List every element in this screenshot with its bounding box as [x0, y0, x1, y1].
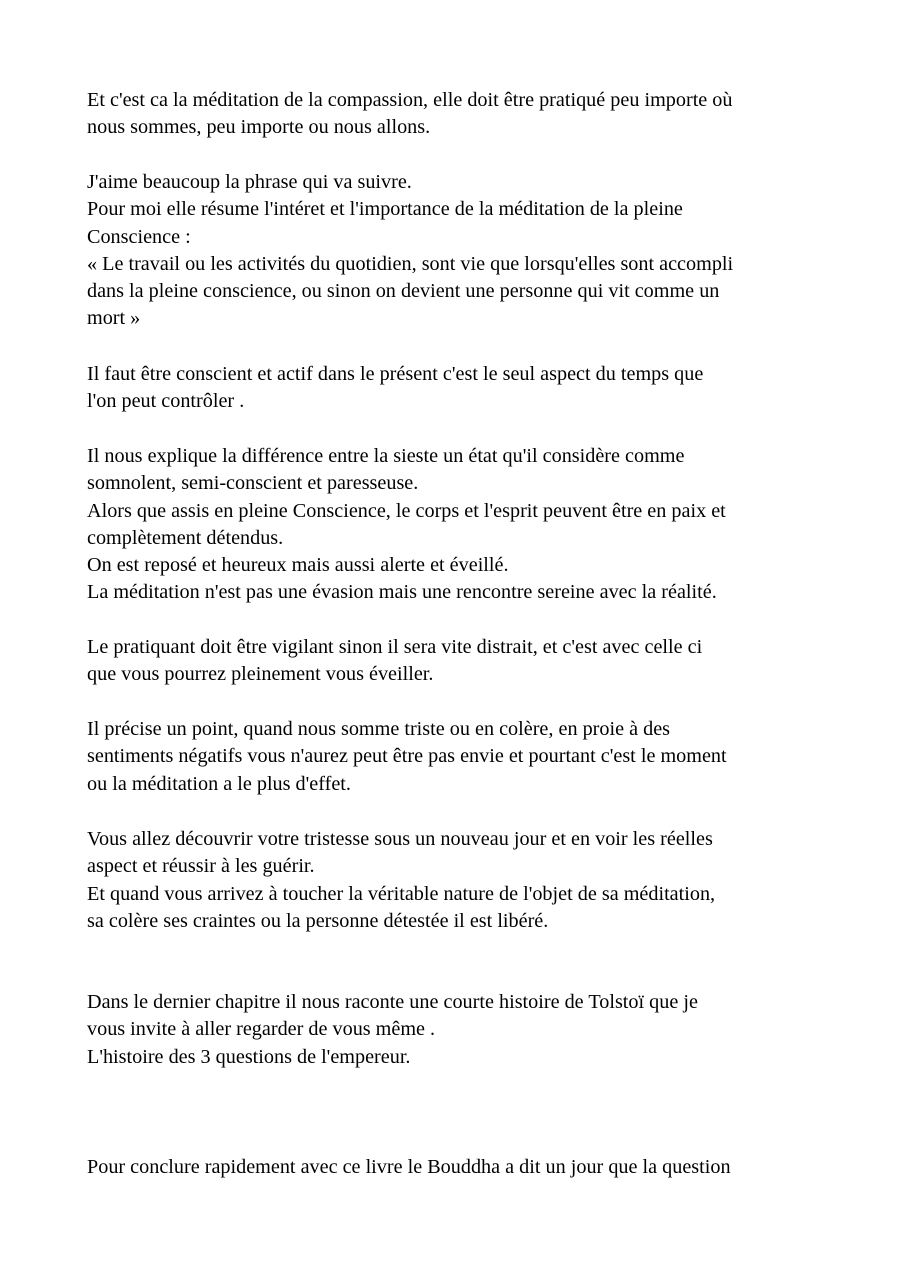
- paragraph-tristesse: [87, 826, 827, 935]
- text-line: Et quand vous arrivez à toucher la véritable nature de l'objet de sa méditation,: [87, 882, 716, 905]
- paragraph-vigilant: [87, 634, 827, 689]
- text-line: que vous pourrez pleinement vous éveiller.: [87, 663, 434, 686]
- text-line: l'on peut contrôler .: [87, 390, 245, 413]
- text-line: mort »: [87, 307, 141, 330]
- text-line: Pour moi elle résume l'intéret et l'importance de la méditation de la pleine: [87, 198, 683, 221]
- text-line: aspect et réussir à les guérir.: [87, 855, 315, 878]
- text-line: Et c'est ca la méditation de la compassion, elle doit être pratiqué peu importe où: [87, 89, 733, 111]
- text-line: On est reposé et heureux mais aussi alerte et éveillé.: [87, 554, 509, 577]
- paragraph-compassion: [87, 87, 827, 142]
- text-line: sa colère ses craintes ou la personne détestée il est libéré.: [87, 909, 549, 932]
- text-line: Le pratiquant doit être vigilant sinon il sera vite distrait, et c'est avec celle ci: [87, 636, 703, 658]
- text-line: Il précise un point, quand nous somme triste ou en colère, en proie à des: [87, 718, 671, 740]
- text-line: Dans le dernier chapitre il nous raconte une courte histoire de Tolstoï que je: [87, 991, 698, 1013]
- paragraph-present: [87, 361, 827, 416]
- text-line: J'aime beaucoup la phrase qui va suivre.: [87, 171, 412, 193]
- text-line: Alors que assis en pleine Conscience, le corps et l'esprit peuvent être en paix et: [87, 499, 726, 522]
- paragraph-conclusion: [87, 1154, 827, 1181]
- text-line: vous invite à aller regarder de vous même .: [87, 1018, 436, 1041]
- text-line: Pour conclure rapidement avec ce livre le Bouddha a dit un jour que la question: [87, 1156, 731, 1178]
- text-line: Vous allez découvrir votre tristesse sous un nouveau jour et en voir les réelles: [87, 828, 713, 850]
- text-line: complètement détendus.: [87, 526, 284, 549]
- text-line: ou la méditation a le plus d'effet.: [87, 772, 351, 795]
- text-line: Il faut être conscient et actif dans le présent c'est le seul aspect du temps que: [87, 363, 704, 385]
- text-line: Conscience :: [87, 225, 191, 248]
- text-line: L'histoire des 3 questions de l'empereur.: [87, 1045, 411, 1068]
- text-line: nous sommes, peu importe ou nous allons.: [87, 116, 431, 139]
- text-line: somnolent, semi-conscient et paresseuse.: [87, 472, 419, 495]
- text-line: « Le travail ou les activités du quotidien, sont vie que lorsqu'elles sont accompli: [87, 252, 734, 275]
- text-line: sentiments négatifs vous n'aurez peut être pas envie et pourtant c'est le moment: [87, 745, 727, 768]
- text-line: dans la pleine conscience, ou sinon on devient une personne qui vit comme un: [87, 280, 720, 303]
- paragraph-quote: [87, 169, 827, 333]
- text-line: La méditation n'est pas une évasion mais une rencontre sereine avec la réalité.: [87, 581, 717, 604]
- paragraph-tolstoi: [87, 989, 827, 1071]
- paragraph-colere: [87, 716, 827, 798]
- text-line: Il nous explique la différence entre la sieste un état qu'il considère comme: [87, 445, 685, 467]
- paragraph-sieste: [87, 443, 827, 607]
